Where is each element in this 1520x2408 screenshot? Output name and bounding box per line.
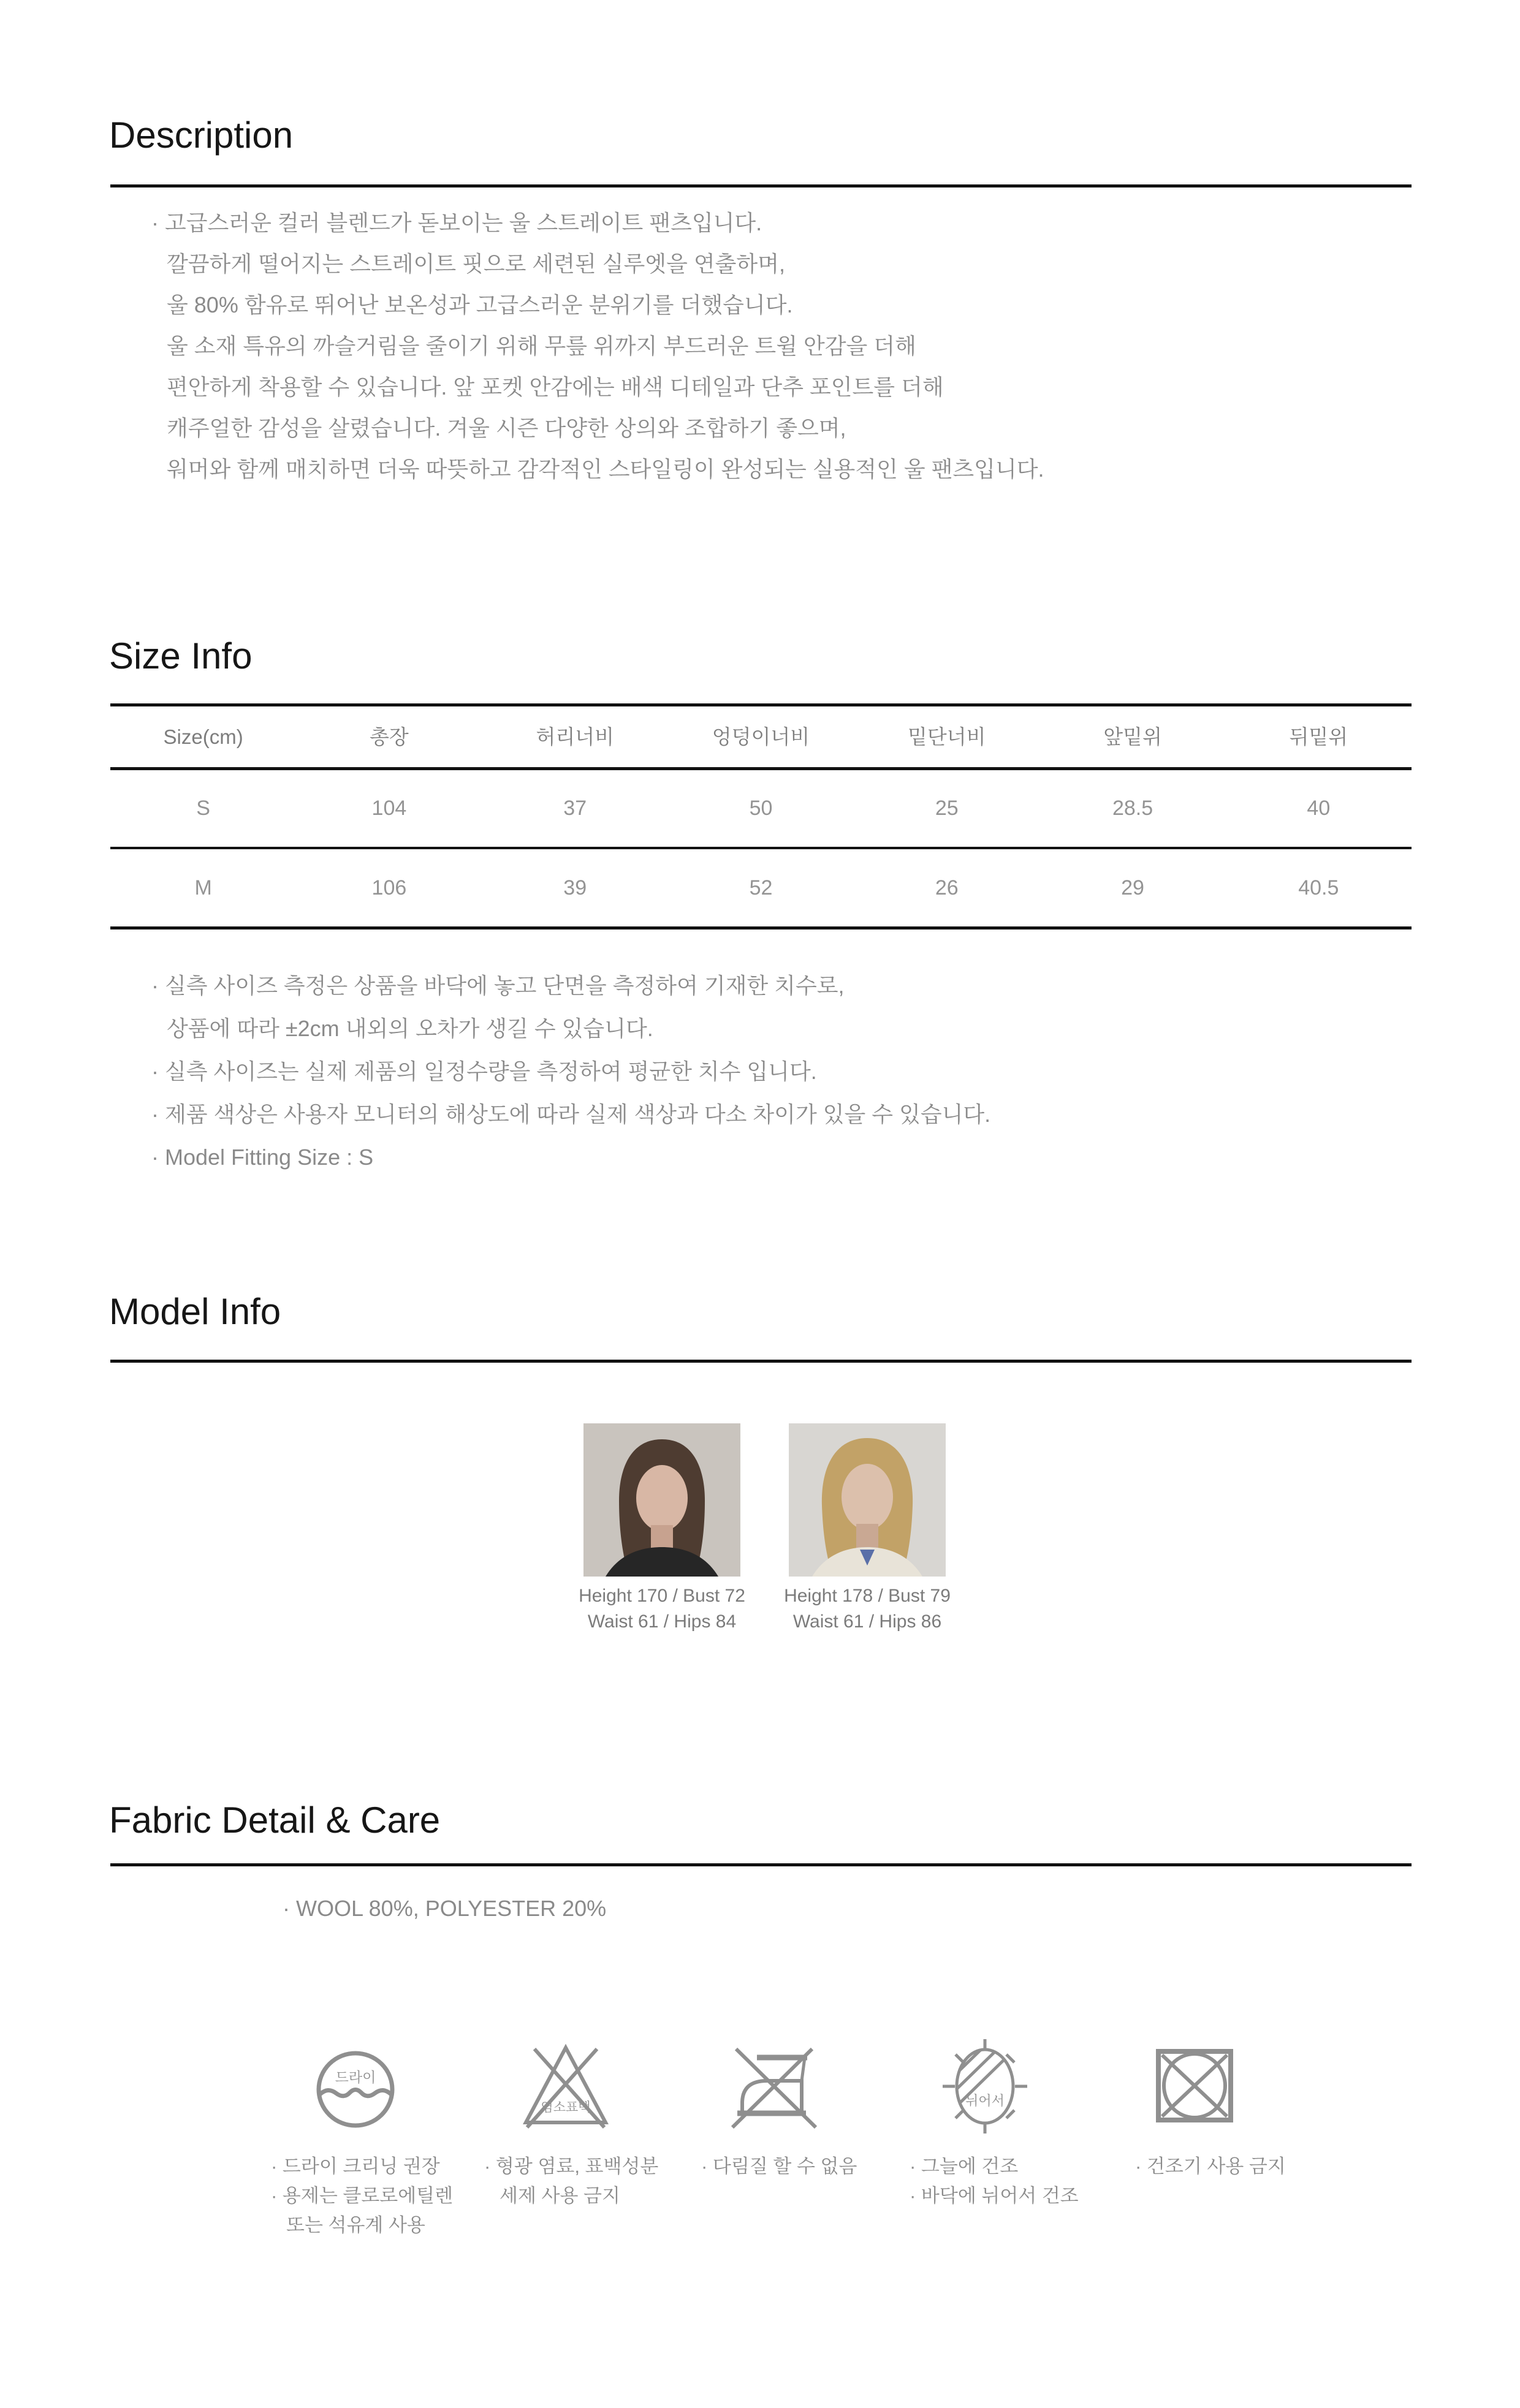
- care-caption-line: · 다림질 할 수 없음: [701, 2156, 857, 2177]
- no-bleach-icon-label: 염소표백: [541, 2100, 591, 2115]
- size-note-line: · 실측 사이즈는 실제 제품의 일정수량을 측정하여 평균한 치수 입니다.: [151, 1059, 817, 1084]
- size-note-line: · 제품 색상은 사용자 모니터의 해상도에 따라 실제 색상과 다소 차이가 있을 수 있습니다.: [151, 1102, 991, 1127]
- care-caption-line: · 건조기 사용 금지: [1135, 2156, 1286, 2177]
- model-photo-1: [583, 1423, 740, 1577]
- model-photo-2: [789, 1423, 946, 1577]
- dry-in-shade-icon: [939, 2038, 1031, 2138]
- no-tumble-dry-icon: [1156, 2049, 1233, 2126]
- description-line: 울 80% 함유로 뛰어난 보온성과 고급스러운 분위기를 더했습니다.: [167, 292, 793, 317]
- size-table: [110, 703, 1412, 930]
- description-divider: [110, 184, 1412, 187]
- size-note-line: · Model Fitting Size : S: [151, 1145, 374, 1170]
- no-bleach-icon: [520, 2042, 612, 2132]
- fabric-care-title: Fabric Detail & Care: [109, 1800, 441, 1841]
- table-header-cell: 밑단너비: [908, 725, 986, 748]
- care-caption-line: 또는 석유계 사용: [286, 2214, 425, 2236]
- care-caption-dry-clean: [271, 2152, 453, 2240]
- description-line: 편안하게 착용할 수 있습니다. 앞 포켓 안감에는 배색 디테일과 단추 포인트를 더해: [167, 374, 944, 399]
- care-caption-line: · 용제는 클로로에틸렌: [271, 2185, 454, 2206]
- care-caption-no-tumble-dry: [1135, 2152, 1286, 2181]
- description-line: · 고급스러운 컬러 블렌드가 돋보이는 울 스트레이트 팬츠입니다.: [151, 210, 762, 235]
- dry-clean-icon-label: 드라이: [335, 2069, 376, 2085]
- care-caption-line: · 드라이 크리닝 권장: [271, 2156, 440, 2177]
- description-title: Description: [109, 115, 294, 156]
- table-header-cell: 허리너비: [536, 725, 614, 748]
- table-cell: 26: [935, 876, 959, 899]
- table-header-cell: 엉덩이너비: [712, 725, 810, 748]
- description-line: 캐주얼한 감성을 살렸습니다. 겨울 시즌 다양한 상의와 조합하기 좋으며,: [167, 415, 846, 441]
- fabric-care-divider: [110, 1863, 1412, 1866]
- model-caption-1: [558, 1583, 766, 1635]
- table-cell: 40: [1307, 797, 1331, 820]
- model-measurements: Height 178 / Bust 79: [784, 1586, 951, 1606]
- description-text: [151, 202, 1044, 490]
- model-info-divider: [110, 1360, 1412, 1363]
- model-measurements: Waist 61 / Hips 84: [587, 1611, 737, 1632]
- model-measurements: Waist 61 / Hips 86: [792, 1611, 942, 1632]
- model-portrait-placeholder: [583, 1423, 740, 1577]
- table-header-cell: 뒤밑위: [1289, 725, 1348, 748]
- table-header-cell: Size(cm): [163, 725, 243, 748]
- table-cell: 52: [749, 876, 773, 899]
- table-header-cell: 총장: [370, 725, 409, 748]
- care-caption-line: · 바닥에 뉘어서 건조: [910, 2185, 1079, 2206]
- size-info-title: Size Info: [109, 635, 253, 676]
- model-portrait-placeholder: [789, 1423, 946, 1577]
- size-notes: [151, 964, 990, 1179]
- care-caption-no-bleach: [484, 2152, 658, 2211]
- table-cell: 25: [935, 797, 959, 820]
- model-caption-2: [763, 1583, 971, 1635]
- table-header-cell: 앞밑위: [1103, 725, 1162, 748]
- table-cell: 104: [371, 797, 407, 820]
- table-cell: M: [194, 876, 212, 899]
- size-note-line: 상품에 따라 ±2cm 내외의 오차가 생길 수 있습니다.: [167, 1016, 653, 1041]
- table-cell: 37: [563, 797, 587, 820]
- size-note-line: · 실측 사이즈 측정은 상품을 바닥에 놓고 단면을 측정하여 기재한 치수로,: [151, 973, 845, 998]
- table-cell: S: [196, 797, 210, 820]
- description-line: 울 소재 특유의 까슬거림을 줄이기 위해 무릎 위까지 부드러운 트윌 안감을 더해: [167, 333, 916, 358]
- model-measurements: Height 170 / Bust 72: [579, 1586, 745, 1606]
- table-row-size-s: [110, 770, 1412, 849]
- table-row-size-m: [110, 849, 1412, 926]
- dry-clean-icon: [316, 2050, 395, 2132]
- size-table-header-row: [110, 706, 1412, 770]
- table-cell: 40.5: [1298, 876, 1339, 899]
- description-line: 깔끔하게 떨어지는 스트레이트 핏으로 세련된 실루엣을 연출하며,: [167, 251, 785, 276]
- table-cell: 29: [1121, 876, 1144, 899]
- model-info-title: Model Info: [109, 1291, 281, 1332]
- care-caption-no-iron: [701, 2152, 857, 2181]
- care-caption-line: · 그늘에 건조: [910, 2156, 1019, 2177]
- table-cell: 50: [749, 797, 773, 820]
- dry-in-shade-icon-label: 뉘어서: [965, 2093, 1005, 2108]
- care-caption-line: · 형광 염료, 표백성분: [484, 2156, 659, 2177]
- care-caption-dry-in-shade: [910, 2152, 1079, 2211]
- table-cell: 106: [371, 876, 407, 899]
- description-line: 워머와 함께 매치하면 더욱 따뜻하고 감각적인 스타일링이 완성되는 실용적인 울 팬츠입니다.: [167, 456, 1044, 482]
- table-cell: 39: [563, 876, 587, 899]
- table-cell: 28.5: [1112, 797, 1153, 820]
- fabric-composition: · WOOL 80%, POLYESTER 20%: [283, 1896, 607, 1921]
- care-caption-line: 세제 사용 금지: [500, 2185, 620, 2206]
- no-iron-icon: [729, 2044, 821, 2132]
